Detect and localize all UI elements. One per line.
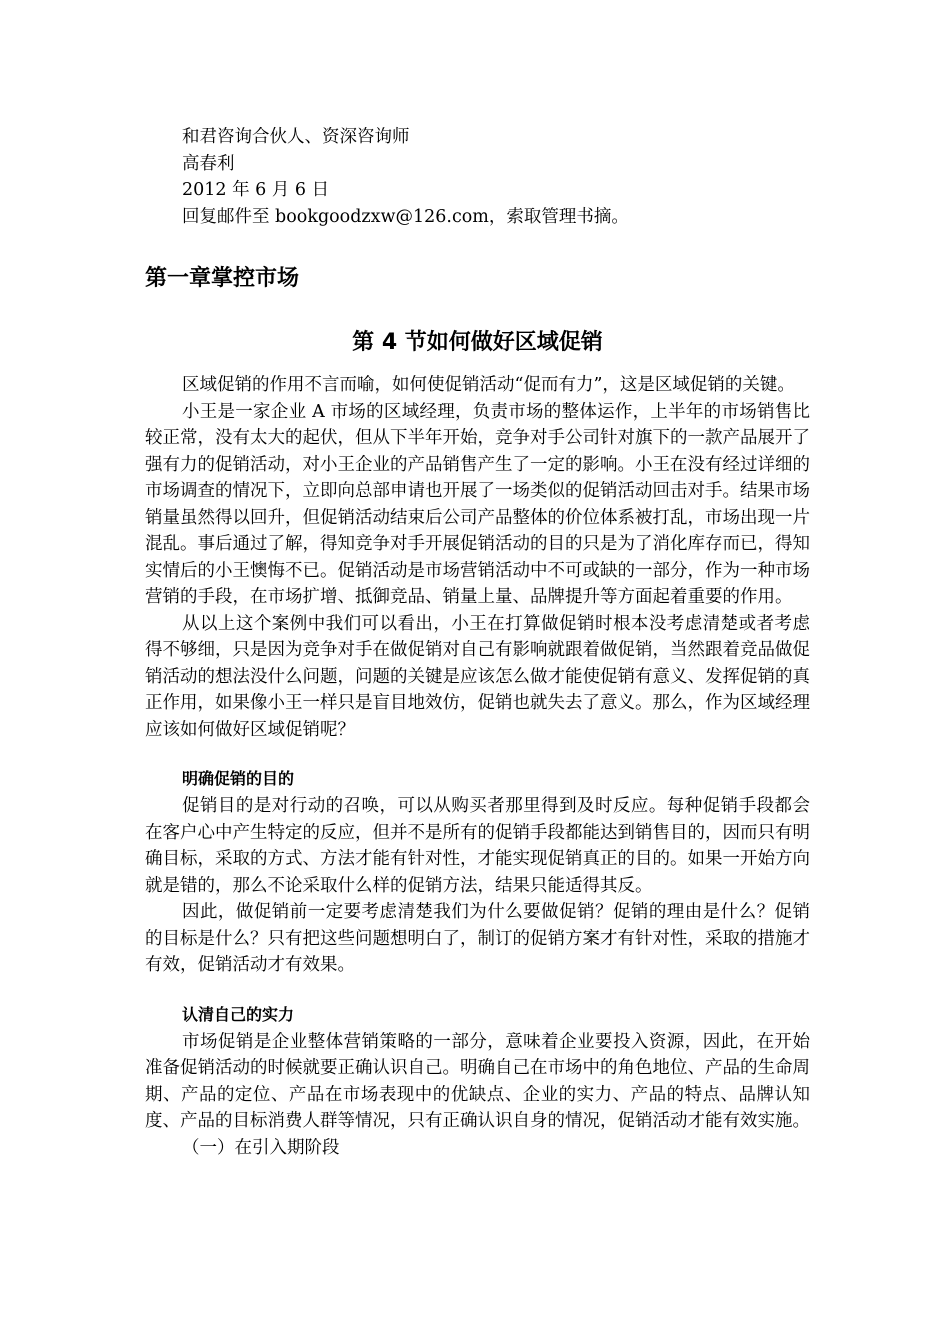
intro-paragraph-2: 小王是一家企业 A 市场的区域经理，负责市场的整体运作，上半年的市场销售比较正常，没有太大的起伏，但从下半年开始，竞争对手公司针对旗下的一款产品展开了强有力的促销活动，对小王企业的产品销售产生了一定的影响。小王在没有经过详细的市场调查的情况下，立即向总部申请也开展了一场类似的促销活动回击对手。结果市场销量虽然得以回升，但促销活动结束后公司产品整体的价位体系被打乱，市场出现一片混乱。事后通过了解，得知竞争对手开展促销活动的目的只是为了消化库存而已，得知实情后的小王懊悔不已。促销活动是市场营销活动中不可或缺的一部分，作为一种市场营销的手段，在市场扩增、抵御竞品、销量上量、品牌提升等方面起着重要的作用。 <box>145 401 810 607</box>
list-item-introduction-stage: （一）在引入期阶段 <box>182 1137 340 1158</box>
subheading-strength: 认清自己的实力 <box>182 1004 295 1024</box>
document-body <box>145 372 810 1161</box>
intro-paragraph-3: 从以上这个案例中我们可以看出，小王在打算做促销时根本没考虑清楚或者考虑得不够细，只是因为竞争对手在做促销对自己有影响就跟着做促销，当然跟着竞品做促销活动的想法没什么问题，问题的关键是应该怎么做才能使促销有意义、发挥促销的真正作用，如果像小王一样只是盲目地效仿，促销也就失去了意义。那么，作为区域经理应该如何做好区域促销呢？ <box>145 613 810 740</box>
chapter-title: 第一章掌控市场 <box>145 266 300 291</box>
section-title: 第 4 节如何做好区域促销 <box>352 330 603 355</box>
author-info <box>145 124 810 230</box>
subheading-purpose: 明确促销的目的 <box>182 769 295 788</box>
author-name: 高春利 <box>182 153 235 174</box>
intro-paragraph-1: 区域促销的作用不言而喻，如何使促销活动“促而有力”，这是区域促销的关键。 <box>182 375 795 395</box>
publish-date: 2012 年 6 月 6 日 <box>182 180 330 200</box>
contact-note: 回复邮件至 bookgoodzxw@126.com，索取管理书摘。 <box>182 206 629 227</box>
author-title: 和君咨询合伙人、资深咨询师 <box>182 127 410 147</box>
purpose-paragraph-1: 促销目的是对行动的召唤，可以从购买者那里得到及时反应。每种促销手段都会在客户心中产生特定的反应，但并不是所有的促销手段都能达到销售目的，因而只有明确目标，采取的方式、方法才能有针对性，才能实现促销真正的目的。如果一开始方向就是错的，那么不论采取什么样的促销方法，结果只能适得其反。 <box>145 796 810 896</box>
strength-paragraph-1: 市场促销是企业整体营销策略的一部分，意味着企业要投入资源，因此，在开始准备促销活动的时候就要正确认识自己。明确自己在市场中的角色地位、产品的生命周期、产品的定位、产品在市场表现中的优缺点、企业的实力、产品的特点、品牌认知度、产品的目标消费人群等情况，只有正确认识自身的情况，促销活动才能有效实施。 <box>145 1031 810 1131</box>
document-page <box>145 124 810 1161</box>
purpose-paragraph-2: 因此，做促销前一定要考虑清楚我们为什么要做促销？促销的理由是什么？促销的目标是什么？只有把这些问题想明白了，制订的促销方案才有针对性，采取的措施才有效，促销活动才有效果。 <box>145 902 810 975</box>
